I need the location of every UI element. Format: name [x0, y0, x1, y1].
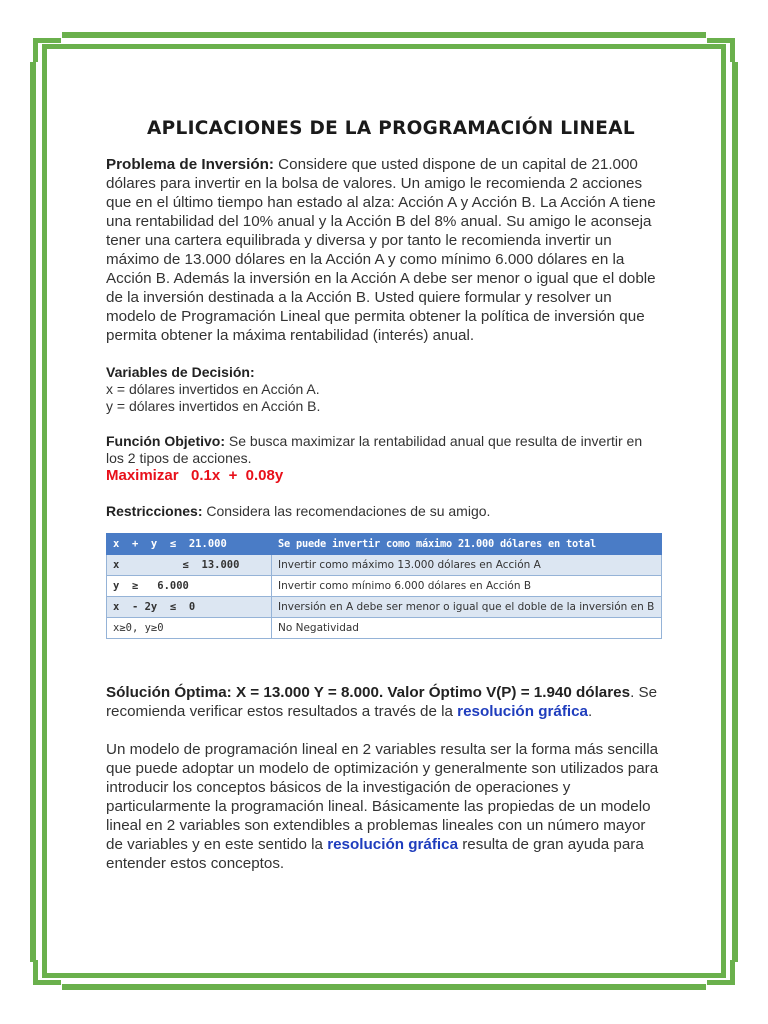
objective-label: Función Objetivo:: [106, 433, 225, 449]
variable-y: y = dólares invertidos en Acción B.: [106, 398, 321, 414]
frame-right-outer: [732, 62, 738, 962]
constraint-expression: x + y ≤ 21.000: [107, 534, 272, 555]
graphical-resolution-link[interactable]: resolución gráfica: [457, 703, 588, 720]
variable-x: x = dólares invertidos en Acción A.: [106, 381, 320, 397]
objective-text: Se busca maximizar la rentabilidad anual que resulta de invertir en los 2 tipos de acciones.: [106, 433, 643, 466]
constraint-description: Se puede invertir como máximo 21.000 dólares en total: [272, 534, 662, 555]
frame-right-corner-top: [730, 38, 735, 62]
table-row: [107, 597, 662, 618]
constraint-description: Invertir como máximo 13.000 dólares en Acción A: [272, 555, 662, 576]
objective-formula: Maximizar 0.1x + 0.08y: [106, 467, 284, 484]
table-row: [107, 576, 662, 597]
objective-section: [106, 433, 662, 485]
solution-label: Sólución Óptima: X = 13.000 Y = 8.000. Valor Óptimo V(P) = 1.940 dólares: [106, 684, 631, 701]
problem-paragraph: [106, 155, 662, 345]
restrictions-table: [106, 533, 662, 639]
problem-label: Problema de Inversión:: [106, 156, 274, 173]
frame-top-inner: [44, 44, 724, 49]
constraint-description: Invertir como mínimo 6.000 dólares en Acción B: [272, 576, 662, 597]
objective-paragraph: [106, 433, 662, 467]
table-row: [107, 618, 662, 639]
restrictions-text: Considera las recomendaciones de su amigo.: [202, 503, 491, 519]
frame-left-outer: [30, 62, 36, 962]
explanation-text: Un modelo de programación lineal en 2 variables resulta ser la forma más sencilla que puede adoptar un modelo de optimización y generalmente son utilizados para introducir los conceptos básicos de la investigación de operaciones y particularmente la programación lineal. Básicamente las propiedas de un modelo lineal en 2 variables son extendibles a problemas lineales con un número mayor de variables y en este sentido la: [106, 741, 659, 853]
constraint-expression: x≥0, y≥0: [107, 618, 272, 639]
document-content: [106, 118, 662, 873]
frame-bottom-inner: [44, 973, 724, 978]
constraint-expression: x ≤ 13.000: [107, 555, 272, 576]
constraint-expression: y ≥ 6.000: [107, 576, 272, 597]
solution-text: . Se recomienda verificar estos resultados a través de la: [106, 684, 658, 720]
graphical-resolution-link-2[interactable]: resolución gráfica: [327, 836, 459, 853]
page-title: APLICACIONES DE LA PROGRAMACIÓN LINEAL: [147, 118, 635, 139]
frame-top-outer: [62, 32, 706, 38]
constraint-expression: x - 2y ≤ 0: [107, 597, 272, 618]
restrictions-label: Restricciones:: [106, 503, 203, 519]
solution-end: .: [588, 703, 593, 720]
frame-left-corner-bottom: [33, 960, 38, 985]
constraint-description: Inversión en A debe ser menor o igual que el doble de la inversión en B: [272, 597, 662, 618]
frame-bottom-outer: [62, 984, 706, 990]
explanation-end: resulta de gran ayuda para entender estos conceptos.: [106, 836, 644, 872]
constraint-description: No Negatividad: [272, 618, 662, 639]
problem-text: Considere que usted dispone de un capital de 21.000 dólares para invertir en la bolsa de valores. Un amigo le recomienda 2 acciones que en el último tiempo han estado al alza: Acción A y Acción B. La Acción A tiene una rentabilidad del 10% anual y la Acción B del 8% anual. Su amigo le aconseja tener una cartera equilibrada y diversa y por tanto le recomienda invertir un máximo de 13.000 dólares en la Acción A y como mínimo 6.000 dólares en la Acción B. Además la inversión en la Acción A debe ser menor o igual que el doble de la inversión destinada a la Acción B. Usted quiere formular y resolver un modelo de Programación Lineal que permita obtener la política de inversión que permita obtener la máxima rentabilidad (interés) anual.: [106, 156, 656, 344]
solution-paragraph: [106, 683, 662, 721]
frame-right-inner: [721, 44, 726, 978]
frame-left-corner-top: [33, 38, 38, 62]
table-row: [107, 534, 662, 555]
restrictions-paragraph: [106, 503, 662, 520]
variables-label: Variables de Decisión:: [106, 364, 255, 380]
explanation-paragraph: [106, 740, 662, 873]
table-row: [107, 555, 662, 576]
frame-left-inner: [42, 44, 47, 978]
variables-section: [106, 364, 662, 415]
frame-right-corner-bottom: [730, 960, 735, 985]
